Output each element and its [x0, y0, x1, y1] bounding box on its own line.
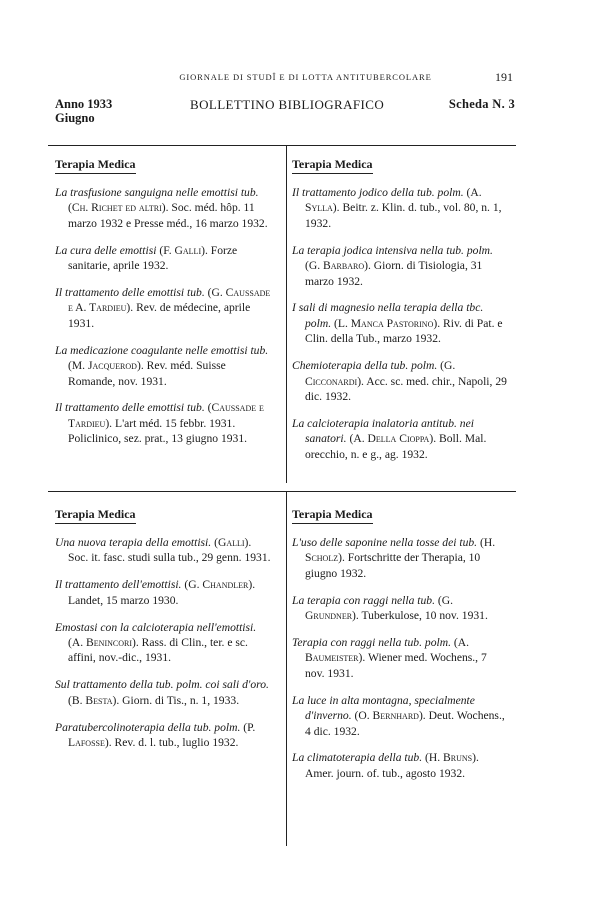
entry-author: A. Della Cioppa [353, 432, 430, 446]
entry-reference: Boll. Mal. orecchio, n. e g., ag. 1932. [305, 432, 487, 461]
entry-reference: Soc. it. fasc. studi sulla tub., 29 genn. 1931. [68, 551, 271, 565]
middle-rule [48, 491, 516, 492]
entry-reference: L'art méd. 15 febbr. 1931. Policlinico, sez. prat., 13 giugno 1931. [68, 416, 248, 446]
bibliography-entry: La climatoterapia della tub. (H. Bruns). Amer. journ. of. tub., agosto 1932. [292, 751, 479, 780]
entry-title: I sali di magnesio nella terapia della tbc. polm. [292, 301, 484, 330]
entry-title: Il trattamento jodico della tub. polm. [292, 186, 464, 199]
entry-author: G. Chandler [188, 578, 249, 592]
top-rule [48, 145, 516, 146]
entry-reference: Deut. Wochens., 4 dic. 1932. [305, 709, 505, 738]
entry-title: Il trattamento delle emottisi tub. [55, 286, 205, 300]
entry-author: O. Bernhard [358, 709, 419, 723]
entry-reference: Rev. méd. Suisse Romande, nov. 1931. [68, 359, 226, 388]
bulletin-title: BOLLETTINO BIBLIOGRAFICO [190, 97, 385, 112]
entry-author: H. Scholz [305, 536, 496, 565]
bibliography-entry: Una nuova terapia della emottisi. (Galli). Soc. it. fasc. studi sulla tub., 29 genn. 1931. [55, 536, 271, 565]
bibliography-entry: Il trattamento delle emottisi tub. (G. Caussade e A. Tardieu). Rev. de médecine, aprile 1931. [55, 286, 271, 330]
entry-author: G. Grundner [305, 593, 454, 623]
entry-title: Paratubercolinoterapia della tub. polm. [55, 720, 241, 734]
page-number: 191 [495, 70, 513, 84]
section-heading: Terapia Medica [55, 157, 136, 174]
entry-title: Terapia con raggi nella tub. polm. [292, 636, 451, 650]
card-bottom-left [55, 505, 271, 762]
entry-author: A. Sylla [305, 186, 482, 215]
entry-title: La medicazione coagulante nelle emottisi tub. [55, 343, 269, 357]
entry-title: Una nuova terapia della emottisi. [55, 536, 212, 549]
entry-author: Ch. Richet ed altri [71, 201, 162, 215]
entry-author: B. Besta [71, 693, 113, 707]
entry-reference: Rev. d. l. tub., luglio 1932. [114, 736, 239, 750]
entry-author: Galli [217, 536, 245, 549]
bibliography-entry: Emostasi con la calcioterapia nell'emottisi. (A. Benincori). Rass. di Clin., ter. e sc. affini, nov.-dic., 1931. [55, 620, 257, 665]
upper-column-divider [286, 145, 287, 483]
entry-title: La cura delle emottisi [55, 243, 157, 257]
entry-reference: Giorn. di Tis., n. 1, 1933. [122, 693, 240, 707]
card-number: Scheda N. 3 [448, 97, 515, 111]
bibliography-entry: Sul trattamento della tub. polm. coi sali d'oro. (B. Besta). Giorn. di Tis., n. 1, 1933. [55, 678, 269, 707]
entry-title: La calcioterapia inalatoria antitub. nei sanatori. [292, 416, 474, 446]
bibliography-entry: Il trattamento jodico della tub. polm. (A. Sylla). Beitr. z. Klin. d. tub., vol. 80, n. 1, 1932. [292, 186, 502, 230]
entry-reference: Amer. journ. of. tub., agosto 1932. [305, 766, 466, 780]
entry-reference: Wiener med. Wochens., 7 nov. 1931. [305, 651, 487, 680]
entry-reference: Giorn. di Tisiologia, 31 marzo 1932. [305, 259, 483, 288]
card-top-left [55, 155, 271, 458]
bibliography-entry: Terapia con raggi nella tub. polm. (A. Baumeister). Wiener med. Wochens., 7 nov. 1931. [292, 636, 487, 680]
entry-reference: Rass. di Clin., ter. e sc. affini, nov.-dic., 1931. [68, 636, 248, 665]
journal-title: GIORNALE DI STUDÎ E DI LOTTA ANTITUBERCOLARE [179, 72, 432, 82]
entry-reference: Forze sanitarie, aprile 1932. [68, 243, 238, 273]
card-top-right [292, 155, 508, 474]
year: Anno 1933 [55, 97, 113, 111]
bibliography-entry: Il trattamento delle emottisi tub. (Caussade e Tardieu). L'art méd. 15 febbr. 1931. Policlinico, sez. prat., 13 giugno 1931. [55, 401, 264, 446]
section-heading: Terapia Medica [292, 157, 373, 174]
entry-title: La terapia con raggi nella tub. [292, 593, 435, 607]
bibliography-entry: La trasfusione sanguigna nelle emottisi tub. (Ch. Richet ed altri). Soc. méd. hôp. 11 marzo 1932 e Presse méd., 16 marzo 1932. [55, 186, 268, 230]
entry-author: A. Baumeister [305, 636, 470, 665]
bibliography-entry: La terapia jodica intensiva nella tub. polm. (G. Barbaro). Giorn. di Tisiologia, 31 marzo 1932. [292, 243, 493, 288]
entry-reference: Acc. sc. med. chir., Napoli, 29 dic. 1932. [305, 374, 507, 403]
entry-title: La luce in alta montagna, specialmente d'inverno. [292, 693, 475, 723]
section-heading: Terapia Medica [292, 507, 373, 524]
bibliography-entry: La terapia con raggi nella tub. (G. Grundner). Tuberkulose, 10 nov. 1931. [292, 593, 488, 623]
entry-author: G. Barbaro [308, 259, 365, 273]
running-head [0, 70, 611, 84]
entry-author: Caussade e Tardieu [68, 401, 264, 430]
lower-column-divider [286, 491, 287, 846]
entry-author: P. Lafosse [68, 720, 256, 750]
entry-title: Chemioterapia della tub. polm. [292, 359, 438, 373]
entry-reference: Tuberkulose, 10 nov. 1931. [361, 609, 488, 623]
card-bottom-right [292, 505, 508, 793]
masthead [55, 97, 515, 131]
entry-title: La terapia jodica intensiva nella tub. polm. [292, 243, 493, 257]
bibliography-entry: Il trattamento dell'emottisi. (G. Chandler). Landet, 15 marzo 1930. [55, 578, 256, 607]
entry-title: Il trattamento delle emottisi tub. [55, 401, 205, 415]
entry-reference: Fortschritte der Therapia, 10 giugno 1932. [305, 551, 481, 580]
entry-title: L'uso delle saponine nella tosse dei tub. [292, 536, 478, 549]
entry-reference: Landet, 15 marzo 1930. [68, 593, 179, 607]
entry-reference: Beitr. z. Klin. d. tub., vol. 80, n. 1, 1932. [305, 201, 502, 230]
entry-title: Il trattamento dell'emottisi. [55, 578, 182, 592]
bibliography-entry: La calcioterapia inalatoria antitub. nei sanatori. (A. Della Cioppa). Boll. Mal. orecchio, n. e g., ag. 1932. [292, 416, 487, 461]
section-heading: Terapia Medica [55, 507, 136, 524]
entry-author: F. Galli [163, 243, 202, 257]
bibliography-entry: La cura delle emottisi (F. Galli). Forze sanitarie, aprile 1932. [55, 243, 238, 273]
bibliography-entry: La medicazione coagulante nelle emottisi tub. (M. Jacquerod). Rev. méd. Suisse Romande, nov. 1931. [55, 343, 269, 388]
entry-author: H. Bruns [428, 751, 473, 765]
bibliography-entry: Chemioterapia della tub. polm. (G. Cicconardi). Acc. sc. med. chir., Napoli, 29 dic. 1932. [292, 359, 507, 403]
bibliography-entry: L'uso delle saponine nella tosse dei tub. (H. Scholz). Fortschritte der Therapia, 10 giugno 1932. [292, 536, 496, 580]
entry-author: A. Benincori [71, 636, 132, 650]
entry-title: La climatoterapia della tub. [292, 751, 423, 765]
entry-author: L. Manca Pastorino [337, 316, 434, 330]
entry-author: M. Jacquerod [71, 359, 137, 373]
bibliography-entry: La luce in alta montagna, specialmente d'inverno. (O. Bernhard). Deut. Wochens., 4 dic. 1932. [292, 693, 505, 738]
bibliography-entry: Paratubercolinoterapia della tub. polm. (P. Lafosse). Rev. d. l. tub., luglio 1932. [55, 720, 256, 750]
entry-author: G. Cicconardi [305, 359, 456, 388]
entry-author: G. Caussade e A. Tardieu [68, 286, 271, 315]
entry-title: Emostasi con la calcioterapia nell'emottisi. [55, 620, 257, 634]
entry-title: Sul trattamento della tub. polm. coi sali d'oro. [55, 678, 269, 692]
entry-title: La trasfusione sanguigna nelle emottisi tub. [55, 186, 259, 199]
month: Giugno [55, 111, 95, 125]
bibliography-entry: I sali di magnesio nella terapia della tbc. polm. (L. Manca Pastorino). Riv. di Pat. e Clin. della Tub., marzo 1932. [292, 301, 503, 346]
entry-reference: Riv. di Pat. e Clin. della Tub., marzo 1932. [305, 316, 503, 346]
entry-reference: Rev. de médecine, aprile 1931. [68, 301, 251, 330]
entry-reference: Soc. méd. hôp. 11 marzo 1932 e Presse méd., 16 marzo 1932. [68, 201, 268, 230]
